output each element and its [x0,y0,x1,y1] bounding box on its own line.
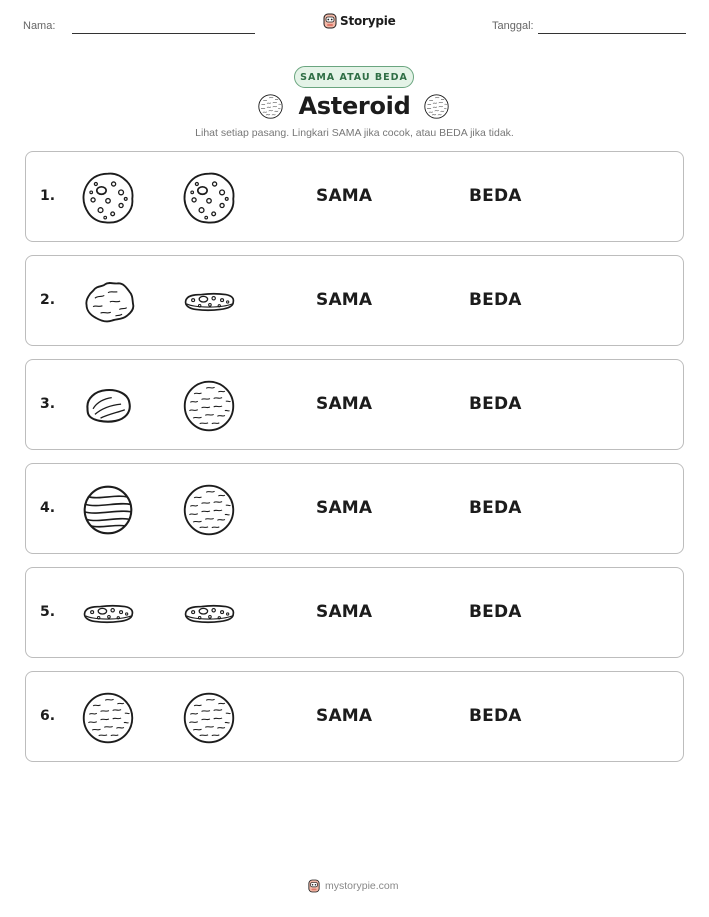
row-number: 5. [40,604,56,620]
question-row-6 [25,671,684,762]
row-number: 1. [40,188,56,204]
textured-round-asteroid-icon [181,378,237,434]
different-option[interactable]: BEDA [469,498,522,518]
question-row-4 [25,463,684,554]
date-field-line[interactable] [538,33,686,34]
brand-name: Storypie [340,14,396,28]
different-option[interactable]: BEDA [469,186,522,206]
flat-cratered-asteroid-icon [181,288,237,316]
cratered-asteroid-icon [181,170,237,226]
banded-planet-icon [80,482,136,538]
footer-url[interactable]: mystorypie.com [325,880,399,892]
storypie-mascot-icon [323,13,337,29]
row-number: 3. [40,396,56,412]
cratered-asteroid-icon [80,170,136,226]
flat-cratered-asteroid-icon [80,600,136,628]
lumpy-asteroid-icon [80,274,136,330]
row-number: 4. [40,500,56,516]
footer [308,879,399,893]
storypie-mascot-icon [308,879,320,893]
different-option[interactable]: BEDA [469,602,522,622]
date-label: Tanggal: [492,20,534,32]
activity-badge: SAMA ATAU BEDA [294,66,414,88]
question-row-5 [25,567,684,658]
different-option[interactable]: BEDA [469,706,522,726]
name-field-line[interactable] [72,33,255,34]
same-option[interactable]: SAMA [316,602,373,622]
textured-round-asteroid-icon [181,690,237,746]
question-row-3 [25,359,684,450]
textured-round-asteroid-icon [181,482,237,538]
question-row-1 [25,151,684,242]
instructions: Lihat setiap pasang. Lingkari SAMA jika cocok, atau BEDA jika tidak. [195,127,514,139]
textured-round-asteroid-icon [80,690,136,746]
different-option[interactable]: BEDA [469,290,522,310]
title-asteroid-right-icon [423,93,450,120]
page-title: Asteroid [298,92,411,120]
same-option[interactable]: SAMA [316,498,373,518]
flat-cratered-asteroid-icon [181,600,237,628]
row-number: 2. [40,292,56,308]
name-label: Nama: [23,20,56,32]
brand-logo [323,13,396,29]
different-option[interactable]: BEDA [469,394,522,414]
same-option[interactable]: SAMA [316,394,373,414]
same-option[interactable]: SAMA [316,186,373,206]
same-option[interactable]: SAMA [316,290,373,310]
same-option[interactable]: SAMA [316,706,373,726]
question-row-2 [25,255,684,346]
row-number: 6. [40,708,56,724]
oval-rock-icon [80,378,136,434]
